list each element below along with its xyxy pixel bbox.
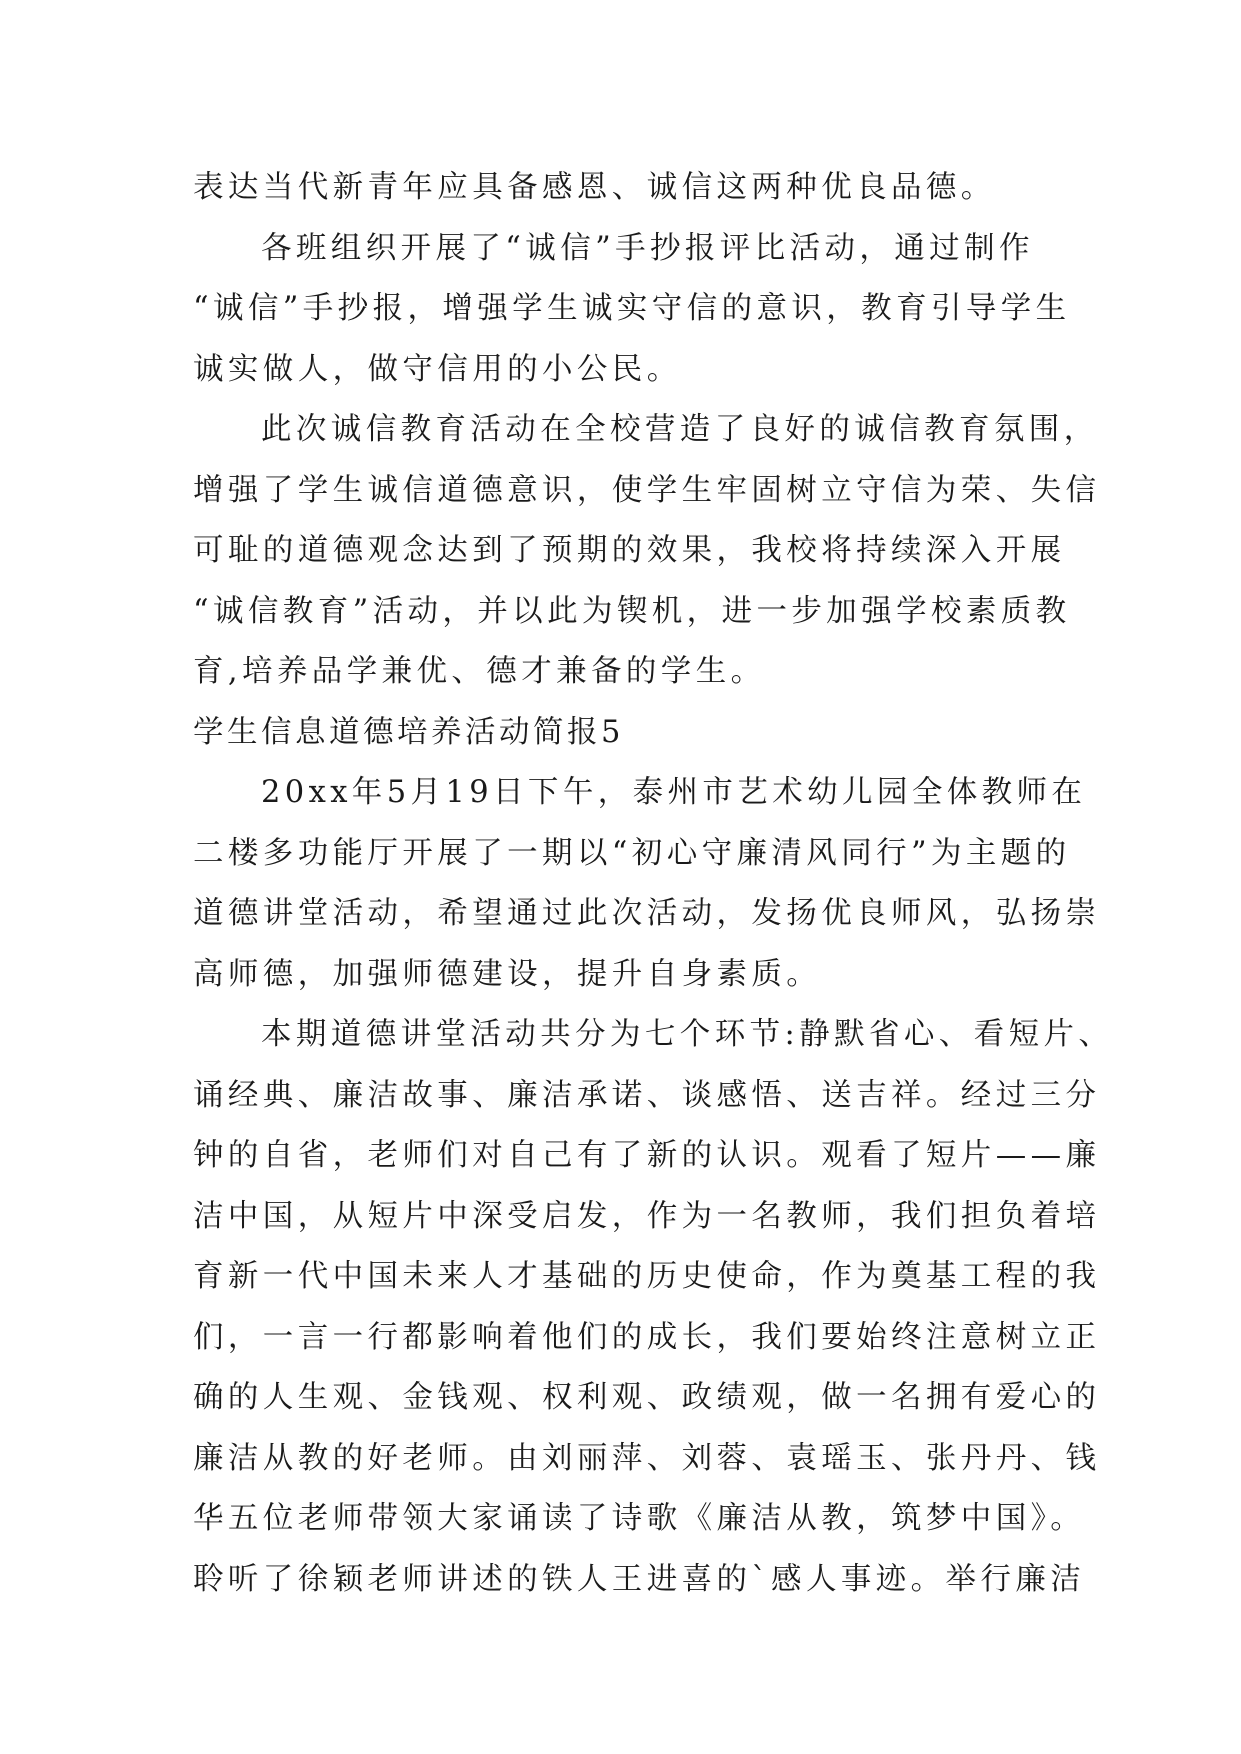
text-line: 育新一代中国未来人才基础的历史使命，作为奠基工程的我: [193, 1259, 1101, 1294]
text-line: 确的人生观、金钱观、权利观、政绩观，做一名拥有爱心的: [193, 1380, 1101, 1415]
text-line: 诵经典、廉洁故事、廉洁承诺、谈感悟、送吉祥。经过三分: [193, 1077, 1101, 1113]
text-line: 高师德，加强师德建设，提升自身素质。: [193, 956, 822, 992]
text-line: 钟的自省，老师们对自己有了新的认识。观看了短片——廉: [193, 1138, 1101, 1173]
text-line: 们，一言一行都影响着他们的成长，我们要始终注意树立正: [193, 1319, 1101, 1355]
paragraph-first-line: 本期道德讲堂活动共分为七个环节:静默省心、看短片、: [261, 1017, 1114, 1052]
paragraph-first-line: 各班组织开展了“诚信”手抄报评比活动，通过制作: [261, 230, 1034, 266]
text-line: 洁中国，从短片中深受启发，作为一名教师，我们担负着培: [193, 1198, 1101, 1234]
text-line: 廉洁从教的好老师。由刘丽萍、刘蓉、袁瑶玉、张丹丹、钱: [193, 1440, 1101, 1476]
text-line: “诚信教育”活动，并以此为锲机，进一步加强学校素质教: [193, 593, 1071, 629]
paragraph-first-line: 此次诚信教育活动在全校营造了良好的诚信教育氛围，: [261, 412, 1099, 447]
text-line: 诚实做人，做守信用的小公民。: [193, 351, 682, 387]
text-line: 道德讲堂活动，希望通过此次活动，发扬优良师风，弘扬崇: [193, 896, 1101, 931]
text-line: “诚信”手抄报，增强学生诚实守信的意识，教育引导学生: [193, 291, 1071, 326]
paragraph-first-line: 20xx年5月19日下午，泰州市艺术幼儿园全体教师在: [261, 775, 1087, 810]
text-line: 华五位老师带领大家诵读了诗歌《廉洁从教，筑梦中国》。: [193, 1501, 1086, 1536]
text-line: 聆听了徐颖老师讲述的铁人王进喜的`感人事迹。举行廉洁: [193, 1561, 1086, 1597]
text-line: 可耻的道德观念达到了预期的效果，我校将持续深入开展: [193, 533, 1066, 568]
text-line: 二楼多功能厅开展了一期以“初心守廉清风同行”为主题的: [193, 835, 1071, 871]
text-line: 育,培养品学兼优、德才兼备的学生。: [193, 654, 766, 689]
document-body: [193, 158, 1114, 1610]
text-line: 增强了学生诚信道德意识，使学生牢固树立守信为荣、失信: [193, 472, 1101, 508]
section-heading: 学生信息道德培养活动简报5: [193, 714, 624, 750]
text-line: 表达当代新青年应具备感恩、诚信这两种优良品德。: [193, 170, 996, 205]
